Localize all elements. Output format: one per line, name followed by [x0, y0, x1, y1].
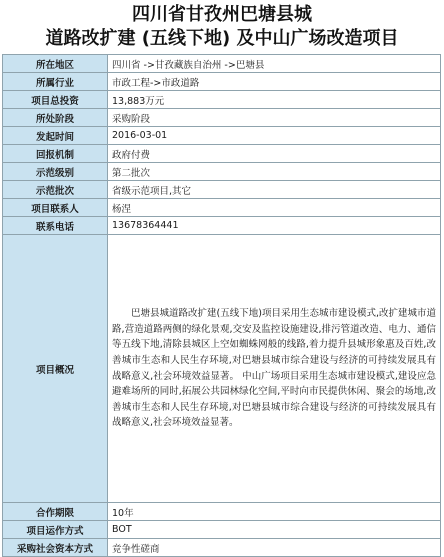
table-row [3, 163, 441, 181]
row-value: 杨涅 [108, 199, 441, 217]
row-key: 项目运作方式 [3, 521, 108, 539]
table-row [3, 199, 441, 217]
row-key: 项目总投资 [3, 91, 108, 109]
overview-key: 项目概况 [3, 235, 108, 503]
row-value: 13678364441 [108, 217, 441, 235]
row-key: 采购社会资本方式 [3, 539, 108, 557]
table-row [3, 145, 441, 163]
row-key: 示范级别 [3, 163, 108, 181]
table-row [3, 521, 441, 539]
row-key: 所在地区 [3, 55, 108, 73]
overview-row [3, 235, 441, 503]
row-value: 政府付费 [108, 145, 441, 163]
table-row [3, 503, 441, 521]
row-key: 发起时间 [3, 127, 108, 145]
row-value: 省级示范项目,其它 [108, 181, 441, 199]
row-key: 合作期限 [3, 503, 108, 521]
row-value: 第二批次 [108, 163, 441, 181]
table-row [3, 73, 441, 91]
row-key: 所处阶段 [3, 109, 108, 127]
row-value: 13,883万元 [108, 91, 441, 109]
row-value: 10年 [108, 503, 441, 521]
table-row [3, 181, 441, 199]
row-key: 所属行业 [3, 73, 108, 91]
table-row [3, 217, 441, 235]
row-value: 2016-03-01 [108, 127, 441, 145]
overview-text: 巴塘县城道路改扩建(五线下地)项目采用生态城市建设模式,改扩建城市道路,营造道路两侧的绿化景观,交安及监控设施建设,排污管道改造、电力、通信等五线下地,清除县城区上空如蜘蛛网般的线路,着力提升县城形象惠及百姓,改善城市生态和人民生存环境,对巴塘县城市综合建设与经济的可持续发展具有战略意义,社会环境效益显著。 中山广场项目采用生态城市建设模式,建设应急避难场所的同时,拓展公共园林绿化空间,平时向市民提供休闲、聚会的场地,改善城市生态和人民生存环境,对巴塘县城市综合建设与经济的可持续发展具有战略意义,社会环境效益显著。 [108, 235, 441, 503]
table-row [3, 55, 441, 73]
row-key: 回报机制 [3, 145, 108, 163]
row-value: BOT [108, 521, 441, 539]
project-info-table [2, 54, 441, 557]
row-key: 示范批次 [3, 181, 108, 199]
row-key: 项目联系人 [3, 199, 108, 217]
table-row [3, 109, 441, 127]
row-value: 竞争性磋商 [108, 539, 441, 557]
table-row [3, 539, 441, 557]
page-title-line2: 道路改扩建 (五线下地) 及中山广场改造项目 [45, 28, 399, 49]
row-key: 联系电话 [3, 217, 108, 235]
row-value: 市政工程->市政道路 [108, 73, 441, 91]
table-row [3, 91, 441, 109]
row-value: 四川省 ->甘孜藏族自治州 ->巴塘县 [108, 55, 441, 73]
page-title-line1: 四川省甘孜州巴塘县城 [132, 4, 312, 25]
row-value: 采购阶段 [108, 109, 441, 127]
table-row [3, 127, 441, 145]
